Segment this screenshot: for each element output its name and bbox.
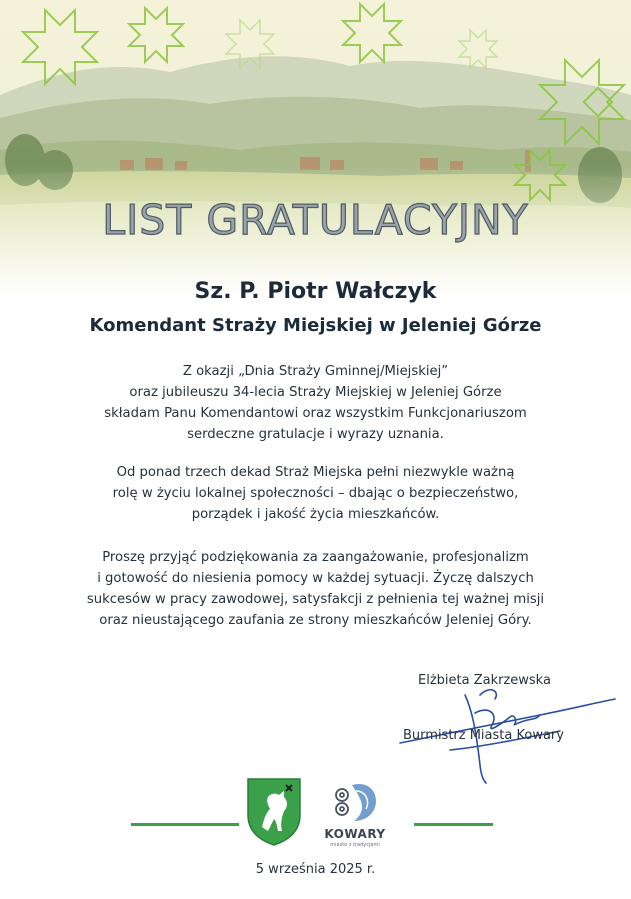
document-title: LIST GRATULACYJNY	[102, 196, 529, 244]
paragraph-line: Z okazji „Dnia Straży Gminnej/Miejskiej”	[182, 364, 449, 379]
paragraph-line: oraz nieustającego zaufania ze strony mieszkańców Jeleniej Góry.	[99, 613, 532, 628]
handwritten-signature	[380, 655, 620, 785]
paragraph-history	[60, 462, 571, 525]
paragraph-wishes	[60, 547, 571, 631]
paragraph-line: Proszę przyjąć podziękowania za zaangażowanie, profesjonalizm	[102, 550, 529, 565]
paragraph-line: i gotowość do niesienia pomocy w każdej sytuacji. Życzę dalszych	[97, 571, 534, 586]
paragraph-line: składam Panu Komendantowi oraz wszystkim Funkcjonariuszom	[104, 406, 527, 421]
city-logo-name: KOWARY	[324, 827, 386, 841]
paragraph-line: porządek i jakość życia mieszkańców.	[191, 507, 440, 522]
recipient-name: Sz. P. Piotr Wałczyk	[194, 279, 437, 304]
paragraph-line: rolę w życiu lokalnej społeczności – dbając o bezpieczeństwo,	[112, 486, 519, 501]
paragraph-line: oraz jubileuszu 34-lecia Straży Miejskiej w Jeleniej Górze	[129, 385, 502, 400]
divider-line	[131, 823, 239, 826]
signatory-title: Burmistrz Miasta Kowary	[403, 728, 564, 743]
divider-line	[414, 823, 493, 826]
kowary-logo-icon	[320, 777, 390, 827]
document-date: 5 września 2025 r.	[255, 862, 376, 877]
paragraph-line: Od ponad trzech dekad Straż Miejska pełni niezwykle ważną	[116, 465, 515, 480]
horse-crest-icon	[244, 775, 304, 847]
recipient-role: Komendant Straży Miejskiej w Jeleniej Górze	[89, 315, 542, 336]
paragraph-line: serdeczne gratulacje i wyrazy uznania.	[187, 427, 444, 442]
star-ornament-icon	[0, 0, 631, 220]
signatory-name: Elżbieta Zakrzewska	[418, 673, 551, 688]
paragraph-line: sukcesów w pracy zawodowej, satysfakcji z pełnienia tej ważnej misji	[86, 592, 545, 607]
city-logo-tagline: miasto z tradycjami	[330, 842, 380, 848]
paragraph-occasion	[60, 361, 571, 445]
